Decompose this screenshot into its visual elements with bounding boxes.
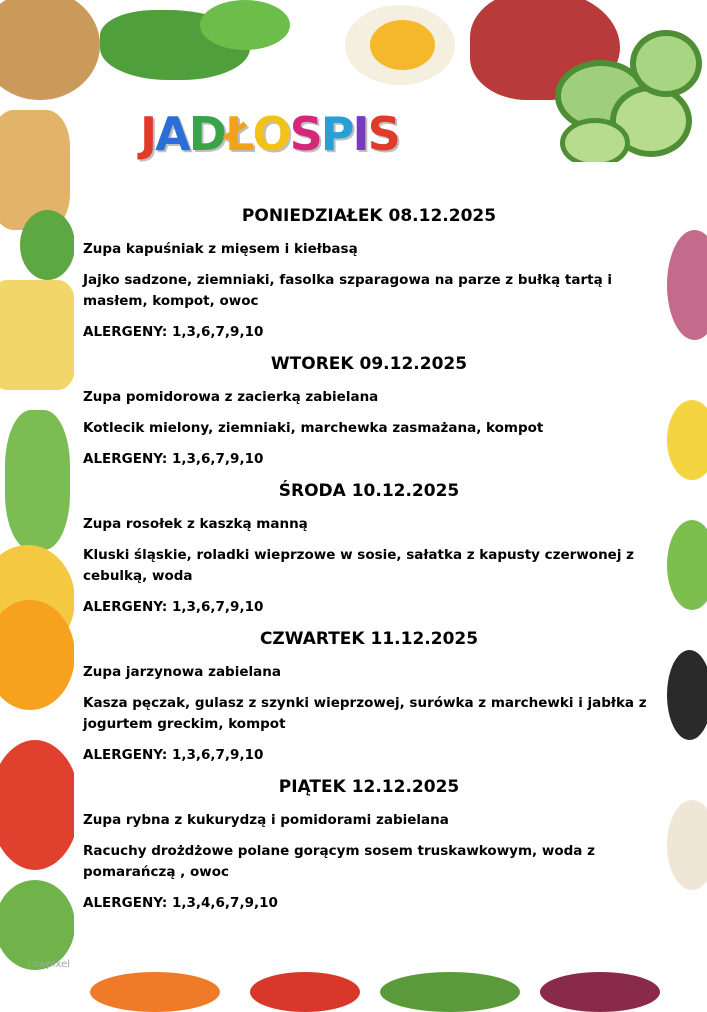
allergens-info: ALERGENY: 1,3,6,7,9,10 bbox=[83, 451, 264, 467]
day-title: CZWARTEK 11.12.2025 bbox=[259, 629, 479, 649]
day-title: ŚRODA 10.12.2025 bbox=[278, 481, 460, 501]
day-monday bbox=[83, 205, 663, 343]
logo-letter: D bbox=[188, 107, 225, 161]
main-course-item: Racuchy drożdżowe polane gorącym sosem truskawkowym, woda z pomarańczą , owoc bbox=[83, 843, 595, 880]
beet-illustration bbox=[540, 972, 660, 1012]
logo-letter: P bbox=[320, 107, 353, 161]
soup-item: Zupa rosołek z kaszką manną bbox=[83, 516, 308, 532]
weekly-menu bbox=[83, 205, 663, 924]
allergens-info: ALERGENY: 1,3,6,7,9,10 bbox=[83, 599, 264, 615]
day-title: WTOREK 09.12.2025 bbox=[270, 354, 468, 374]
onion-illustration bbox=[667, 230, 707, 340]
allergens-info: ALERGENY: 1,3,6,7,9,10 bbox=[83, 747, 264, 763]
cheese-illustration bbox=[0, 280, 75, 390]
logo-letter: A bbox=[155, 107, 189, 161]
jadlospis-logo bbox=[140, 104, 399, 164]
soup-item: Zupa jarzynowa zabielana bbox=[83, 664, 281, 680]
day-wednesday bbox=[83, 480, 663, 618]
cucumber-slice-illustration bbox=[560, 118, 630, 168]
logo-letter: I bbox=[352, 107, 368, 161]
logo-letter: S bbox=[367, 107, 399, 161]
garlic-illustration bbox=[667, 800, 707, 890]
tomato-illustration bbox=[0, 740, 80, 870]
food-border-right bbox=[657, 0, 707, 1000]
day-friday bbox=[83, 776, 663, 914]
allergens-info: ALERGENY: 1,3,6,7,9,10 bbox=[83, 324, 264, 340]
logo-letter: O bbox=[252, 107, 290, 161]
zucchini-illustration bbox=[380, 972, 520, 1012]
main-course-item: Kasza pęczak, gulasz z szynki wieprzowej, surówka z marchewki i jabłka z jogurtem greckim, kompot bbox=[83, 695, 647, 732]
pea-pod-illustration bbox=[5, 410, 70, 550]
lemon-illustration bbox=[667, 400, 707, 480]
logo-letter: Ł bbox=[224, 107, 253, 161]
bread-illustration bbox=[0, 110, 70, 230]
day-tuesday bbox=[83, 353, 663, 470]
soup-item: Zupa kapuśniak z mięsem i kiełbasą bbox=[83, 241, 358, 257]
food-border-left bbox=[0, 0, 80, 1000]
main-course-item: Jajko sadzone, ziemniaki, fasolka szparagowa na parze z bułką tartą i masłem, kompot, owoc bbox=[83, 272, 613, 309]
carrot-illustration bbox=[90, 972, 220, 1012]
greens-illustration bbox=[667, 520, 707, 610]
food-border-bottom bbox=[0, 966, 707, 1000]
watermark: rawpixel bbox=[28, 959, 71, 970]
pepper-illustration bbox=[250, 972, 360, 1012]
day-title: PIĄTEK 12.12.2025 bbox=[278, 777, 460, 797]
greens-illustration bbox=[0, 880, 75, 970]
day-title: PONIEDZIAŁEK 08.12.2025 bbox=[241, 206, 497, 226]
logo-letter: S bbox=[289, 107, 321, 161]
allergens-info: ALERGENY: 1,3,4,6,7,9,10 bbox=[83, 895, 278, 911]
soup-item: Zupa rybna z kukurydzą i pomidorami zabielana bbox=[83, 812, 449, 828]
day-thursday bbox=[83, 628, 663, 766]
herb-illustration bbox=[20, 210, 75, 280]
main-course-item: Kotlecik mielony, ziemniaki, marchewka zasmażana, kompot bbox=[83, 420, 544, 436]
main-course-item: Kluski śląskie, roladki wieprzowe w sosie, sałatka z kapusty czerwonej z cebulką, woda bbox=[83, 547, 635, 584]
egg-yolk-illustration bbox=[370, 20, 435, 70]
logo-letter: J bbox=[140, 107, 156, 161]
basil-leaf-illustration bbox=[200, 0, 290, 50]
soup-item: Zupa pomidorowa z zacierką zabielana bbox=[83, 389, 379, 405]
olive-illustration bbox=[667, 650, 707, 740]
